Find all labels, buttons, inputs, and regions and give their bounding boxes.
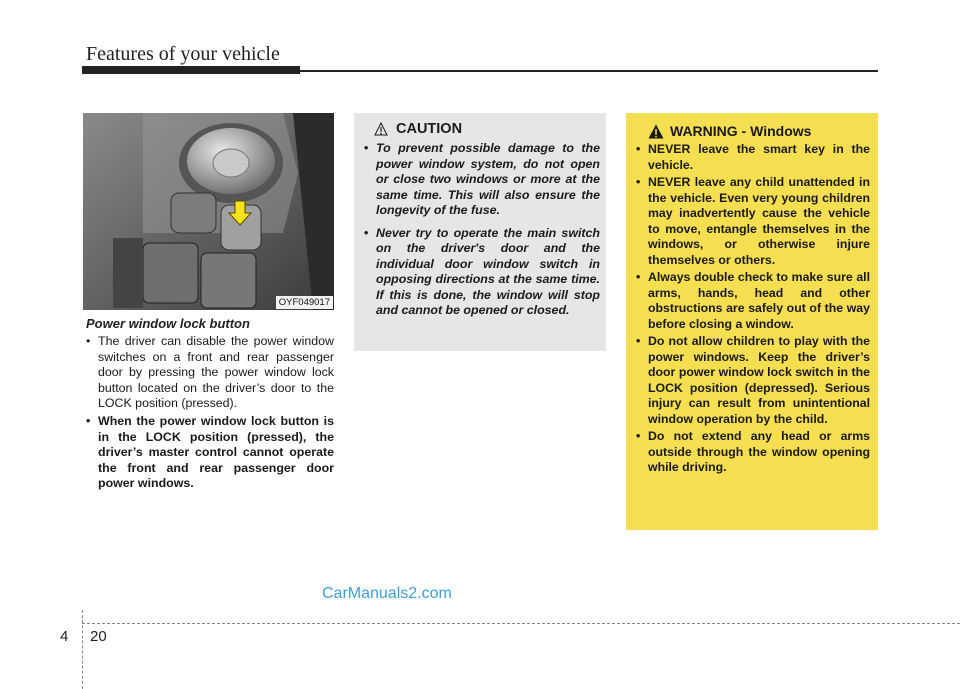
image-code: OYF049017 xyxy=(276,296,333,309)
figure-caption: Power window lock button xyxy=(86,316,250,331)
watermark-link[interactable]: CarManuals2.com xyxy=(322,585,452,602)
warning-list xyxy=(636,142,870,476)
caution-title: CAUTION xyxy=(396,121,463,137)
header-title: Features of your vehicle xyxy=(86,43,280,65)
footer-divider xyxy=(82,610,83,689)
page-number: 20 xyxy=(90,628,107,645)
list-item: • To prevent possible damage to the power window system, do not open or close two windows or more at the same time. This will also ensure the longevity of the fuse. xyxy=(364,141,600,219)
warning-triangle-icon xyxy=(648,124,664,139)
list-item: • NEVER leave the smart key in the vehicle. xyxy=(636,142,870,173)
door-switch-photo xyxy=(83,113,334,310)
list-item: • The driver can disable the power window switches on a front and rear passenger door by pressing the power window lock button located on the driver’s door to the LOCK position (pressed). xyxy=(86,334,334,412)
footer-rule xyxy=(82,623,960,624)
warning-title: WARNING - Windows xyxy=(670,123,812,139)
list-item: • Do not allow children to play with the power windows. Keep the driver’s door power window lock switch in the LOCK position (depressed). Serious injury can result from unintentional window operation by the child. xyxy=(636,334,870,427)
caution-heading xyxy=(374,121,600,137)
caution-triangle-icon xyxy=(374,122,388,136)
list-item: • When the power window lock button is in the LOCK position (pressed), the driver’s master control cannot operate the front and rear passenger door power windows. xyxy=(86,414,334,492)
lock-button-instructions xyxy=(86,334,334,494)
warning-heading xyxy=(648,123,870,139)
chapter-number: 4 xyxy=(60,628,69,645)
list-item: • Do not extend any head or arms outside through the window opening while driving. xyxy=(636,429,870,476)
caution-list xyxy=(364,141,600,319)
caution-box xyxy=(354,113,606,351)
list-item: • NEVER leave any child unattended in the vehicle. Even very young children may inadvertently cause the vehicle to move, entangle themselves in the windows, or otherwise injure themselves or others. xyxy=(636,175,870,268)
header-rule-thin xyxy=(300,70,878,72)
header-rule-thick xyxy=(82,66,300,74)
list-item: • Always double check to make sure all arms, hands, head and other obstructions are safely out of the way before closing a window. xyxy=(636,270,870,332)
warning-box xyxy=(626,113,878,530)
door-switch-illustration xyxy=(83,113,334,310)
list-item: • Never try to operate the main switch on the driver's door and the individual door window switch in opposing directions at the same time. If this is done, the window will stop and cannot be opened or closed. xyxy=(364,226,600,319)
